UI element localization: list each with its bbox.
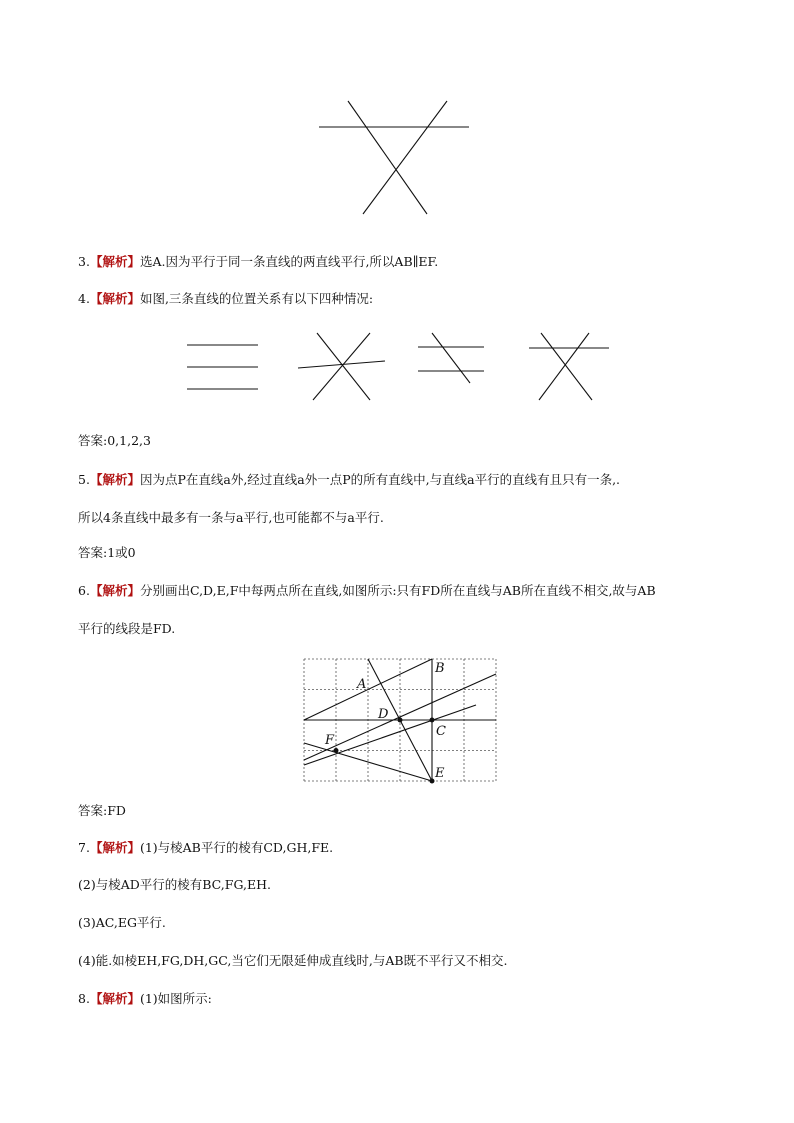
label-E: E — [435, 766, 445, 781]
item-5-line-2: 所以4条直线中最多有一条与a平行,也可能都不与a平行. — [78, 510, 384, 525]
item-7-line-2: (2)与棱AD平行的棱有BC,FG,EH. — [78, 877, 271, 892]
label-C: C — [436, 724, 446, 739]
item-7-line-1: 7.【解析】(1)与棱AB平行的棱有CD,GH,FE. — [78, 840, 334, 855]
answer-6: 答案:FD — [78, 803, 126, 818]
answer-5: 答案:1或0 — [78, 545, 136, 560]
answer-4: 答案:0,1,2,3 — [78, 433, 151, 448]
label-F: F — [325, 733, 335, 748]
label-B: B — [435, 661, 445, 676]
item-6-line-1: 6.【解析】分别画出C,D,E,F中每两点所在直线,如图所示:只有FD所在直线与AB所在直线不相交,故与AB — [78, 583, 656, 598]
item-4: 4.【解析】如图,三条直线的位置关系有以下四种情况: — [78, 291, 374, 306]
item-7-line-3: (3)AC,EG平行. — [78, 915, 166, 930]
item-7-line-4: (4)能.如棱EH,FG,DH,GC,当它们无限延伸成直线时,与AB既不平行又不相交. — [78, 953, 508, 968]
item-5-line-1: 5.【解析】因为点P在直线a外,经过直线a外一点P的所有直线中,与直线a平行的直线有且只有一条,. — [78, 472, 621, 487]
label-D: D — [378, 707, 389, 722]
item-8: 8.【解析】(1)如图所示: — [78, 991, 212, 1006]
item-6-line-2: 平行的线段是FD. — [78, 621, 176, 636]
item-3: 3.【解析】选A.因为平行于同一条直线的两直线平行,所以AB∥EF. — [78, 254, 439, 269]
label-A: A — [357, 677, 367, 692]
